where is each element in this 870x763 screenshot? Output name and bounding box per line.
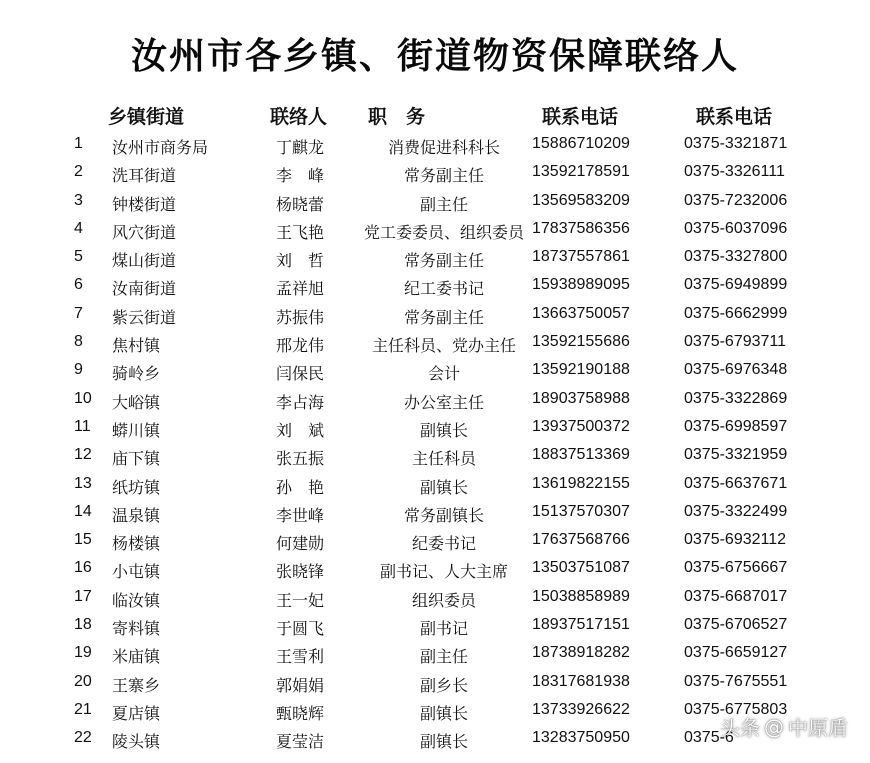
row-town: 陵头镇 <box>112 732 161 752</box>
row-contact: 王一妃 <box>276 590 325 610</box>
row-town: 夏店镇 <box>112 703 161 723</box>
row-mobile-phone: 17637568766 <box>532 531 630 549</box>
row-contact: 杨晓蕾 <box>276 194 325 214</box>
table-row <box>0 218 870 246</box>
row-position: 副乡长 <box>419 675 468 695</box>
row-mobile-phone: 13283750950 <box>532 729 630 747</box>
watermark-author: 中原盾 <box>788 716 848 740</box>
row-mobile-phone: 18317681938 <box>532 672 630 690</box>
row-position: 副主任 <box>419 647 468 667</box>
row-index: 8 <box>74 333 83 351</box>
row-office-phone: 0375-3327800 <box>684 248 788 266</box>
table-row <box>0 586 870 614</box>
row-position: 主任科员 <box>411 449 476 469</box>
row-office-phone: 0375-6775803 <box>684 700 788 718</box>
table-row <box>0 246 870 274</box>
row-mobile-phone: 18837513369 <box>532 446 630 464</box>
row-mobile-phone: 13569583209 <box>532 191 630 209</box>
row-contact: 邢龙伟 <box>276 336 325 356</box>
row-town: 风穴街道 <box>112 222 177 242</box>
table-row <box>0 388 870 416</box>
row-index: 17 <box>74 587 92 605</box>
row-index: 15 <box>74 531 92 549</box>
row-mobile-phone: 13937500372 <box>532 417 630 435</box>
row-contact: 王雪利 <box>276 647 325 667</box>
row-index: 19 <box>74 644 92 662</box>
table-row <box>0 642 870 670</box>
row-contact: 李占海 <box>276 392 325 412</box>
row-town: 寄料镇 <box>112 619 161 639</box>
row-position: 常务副主任 <box>403 307 484 327</box>
row-town: 煤山街道 <box>112 251 177 271</box>
table-row <box>0 444 870 472</box>
row-position: 纪委书记 <box>411 534 476 554</box>
row-index: 12 <box>74 446 92 464</box>
page-title: 汝州市各乡镇、街道物资保障联络人 <box>130 35 739 77</box>
row-town: 小屯镇 <box>112 562 161 582</box>
row-position: 组织委员 <box>411 590 476 610</box>
row-position: 主任科员、党办主任 <box>371 336 516 356</box>
row-index: 21 <box>74 700 92 718</box>
row-contact: 丁麒龙 <box>276 138 325 157</box>
row-office-phone: 0375-6659127 <box>684 644 788 662</box>
row-position: 副书记、人大主席 <box>379 562 508 582</box>
row-index: 14 <box>74 502 92 520</box>
table-row <box>0 303 870 331</box>
row-contact: 夏莹洁 <box>276 732 325 752</box>
row-office-phone: 0375-7232006 <box>684 191 788 209</box>
table-row <box>0 416 870 444</box>
row-position: 办公室主任 <box>403 392 484 412</box>
row-mobile-phone: 15137570307 <box>532 502 630 520</box>
row-town: 汝南街道 <box>112 279 177 299</box>
row-index: 4 <box>74 219 83 237</box>
row-contact: 张五振 <box>276 449 325 469</box>
row-office-phone: 0375-6687017 <box>684 587 788 605</box>
row-town: 蟒川镇 <box>112 420 161 440</box>
row-town: 洗耳街道 <box>112 166 177 186</box>
row-office-phone: 0375-6 <box>684 729 734 747</box>
table-row <box>0 190 870 218</box>
row-position: 副镇长 <box>419 420 468 440</box>
row-office-phone: 0375-3321871 <box>684 135 788 152</box>
row-position: 副镇长 <box>419 732 468 752</box>
row-office-phone: 0375-7675551 <box>684 672 788 690</box>
row-office-phone: 0375-6037096 <box>684 219 788 237</box>
row-mobile-phone: 17837586356 <box>532 219 630 237</box>
row-position: 纪工委书记 <box>403 279 484 299</box>
row-position: 常务副主任 <box>403 166 484 186</box>
row-mobile-phone: 18903758988 <box>532 389 630 407</box>
header-position: 职 务 <box>368 106 426 128</box>
row-position: 副镇长 <box>419 477 468 497</box>
row-office-phone: 0375-3321959 <box>684 446 788 464</box>
row-index: 22 <box>74 729 92 747</box>
row-office-phone: 0375-6949899 <box>684 276 788 294</box>
row-town: 大峪镇 <box>112 392 161 412</box>
row-town: 焦村镇 <box>112 336 161 356</box>
row-office-phone: 0375-6756667 <box>684 559 788 577</box>
watermark-brand: 头条 <box>720 716 760 740</box>
row-mobile-phone: 13503751087 <box>532 559 630 577</box>
header-office-phone: 联系电话 <box>696 106 773 128</box>
row-mobile-phone: 13733926622 <box>532 700 630 718</box>
row-mobile-phone: 13619822155 <box>532 474 630 492</box>
row-mobile-phone: 18937517151 <box>532 616 630 634</box>
row-index: 2 <box>74 163 83 181</box>
row-index: 10 <box>74 389 92 407</box>
row-town: 紫云街道 <box>112 307 177 327</box>
row-mobile-phone: 18737557861 <box>532 248 630 266</box>
row-contact: 闫保民 <box>276 364 325 384</box>
header-mobile-phone: 联系电话 <box>542 106 619 128</box>
row-mobile-phone: 13592178591 <box>532 163 630 181</box>
header-contact: 联络人 <box>270 106 328 128</box>
row-mobile-phone: 15938989095 <box>532 276 630 294</box>
row-office-phone: 0375-6706527 <box>684 616 788 634</box>
row-contact: 张晓锋 <box>276 562 325 582</box>
row-mobile-phone: 15038858989 <box>532 587 630 605</box>
row-index: 1 <box>74 135 83 152</box>
row-town: 温泉镇 <box>112 505 161 525</box>
row-town: 米庙镇 <box>112 647 161 667</box>
row-contact: 刘 斌 <box>276 420 325 440</box>
row-index: 20 <box>74 672 92 690</box>
row-position: 副书记 <box>419 619 468 639</box>
row-position: 会计 <box>427 364 460 384</box>
row-town: 庙下镇 <box>112 449 161 469</box>
row-index: 6 <box>74 276 83 294</box>
at-icon: @ <box>764 714 784 739</box>
row-contact: 于圆飞 <box>276 619 325 639</box>
table-row <box>0 359 870 387</box>
row-office-phone: 0375-6976348 <box>684 361 788 379</box>
header-town: 乡镇街道 <box>108 106 185 128</box>
row-mobile-phone: 13592155686 <box>532 333 630 351</box>
row-town: 汝州市商务局 <box>112 138 209 157</box>
contact-table <box>0 133 870 756</box>
row-index: 5 <box>74 248 83 266</box>
row-office-phone: 0375-6637671 <box>684 474 788 492</box>
table-row <box>0 614 870 642</box>
table-row <box>0 473 870 501</box>
row-town: 临汝镇 <box>112 590 161 610</box>
row-office-phone: 0375-6793711 <box>684 333 787 351</box>
row-office-phone: 0375-3322499 <box>684 502 788 520</box>
watermark <box>720 712 848 741</box>
row-office-phone: 0375-3326111 <box>684 163 785 181</box>
row-office-phone: 0375-6932112 <box>684 531 787 549</box>
row-mobile-phone: 18738918282 <box>532 644 630 662</box>
table-row <box>0 331 870 359</box>
row-mobile-phone: 13663750057 <box>532 304 630 322</box>
row-town: 杨楼镇 <box>112 534 161 554</box>
row-contact: 甄晓辉 <box>276 703 325 723</box>
row-town: 骑岭乡 <box>112 364 161 384</box>
row-position: 党工委委员、组织委员 <box>363 222 524 242</box>
row-contact: 刘 哲 <box>276 251 325 271</box>
row-position: 副镇长 <box>419 703 468 723</box>
row-contact: 苏振伟 <box>276 307 325 327</box>
table-row <box>0 274 870 302</box>
row-contact: 郭娟娟 <box>276 675 325 695</box>
row-index: 18 <box>74 616 92 634</box>
row-town: 纸坊镇 <box>112 477 161 497</box>
table-row <box>0 133 870 161</box>
table-row <box>0 501 870 529</box>
row-contact: 孙 艳 <box>276 477 325 497</box>
table-row <box>0 671 870 699</box>
row-office-phone: 0375-6998597 <box>684 417 788 435</box>
row-index: 9 <box>74 361 83 379</box>
table-header <box>0 102 870 130</box>
row-position: 常务副镇长 <box>403 505 484 525</box>
row-index: 3 <box>74 191 83 209</box>
row-index: 7 <box>74 304 83 322</box>
row-contact: 何建勋 <box>276 534 325 554</box>
row-index: 13 <box>74 474 92 492</box>
row-position: 消费促进科科长 <box>387 138 500 157</box>
row-position: 常务副主任 <box>403 251 484 271</box>
table-row <box>0 161 870 189</box>
row-contact: 李 峰 <box>276 166 325 186</box>
row-index: 11 <box>74 417 91 435</box>
table-row <box>0 529 870 557</box>
row-office-phone: 0375-3322869 <box>684 389 788 407</box>
row-town: 钟楼街道 <box>112 194 177 214</box>
row-index: 16 <box>74 559 92 577</box>
row-contact: 李世峰 <box>276 505 325 525</box>
row-mobile-phone: 13592190188 <box>532 361 630 379</box>
row-town: 王寨乡 <box>112 675 161 695</box>
row-contact: 孟祥旭 <box>276 279 325 299</box>
row-mobile-phone: 15886710209 <box>532 135 630 152</box>
row-contact: 王飞艳 <box>276 222 325 242</box>
row-office-phone: 0375-6662999 <box>684 304 788 322</box>
row-position: 副主任 <box>419 194 468 214</box>
table-row <box>0 557 870 585</box>
